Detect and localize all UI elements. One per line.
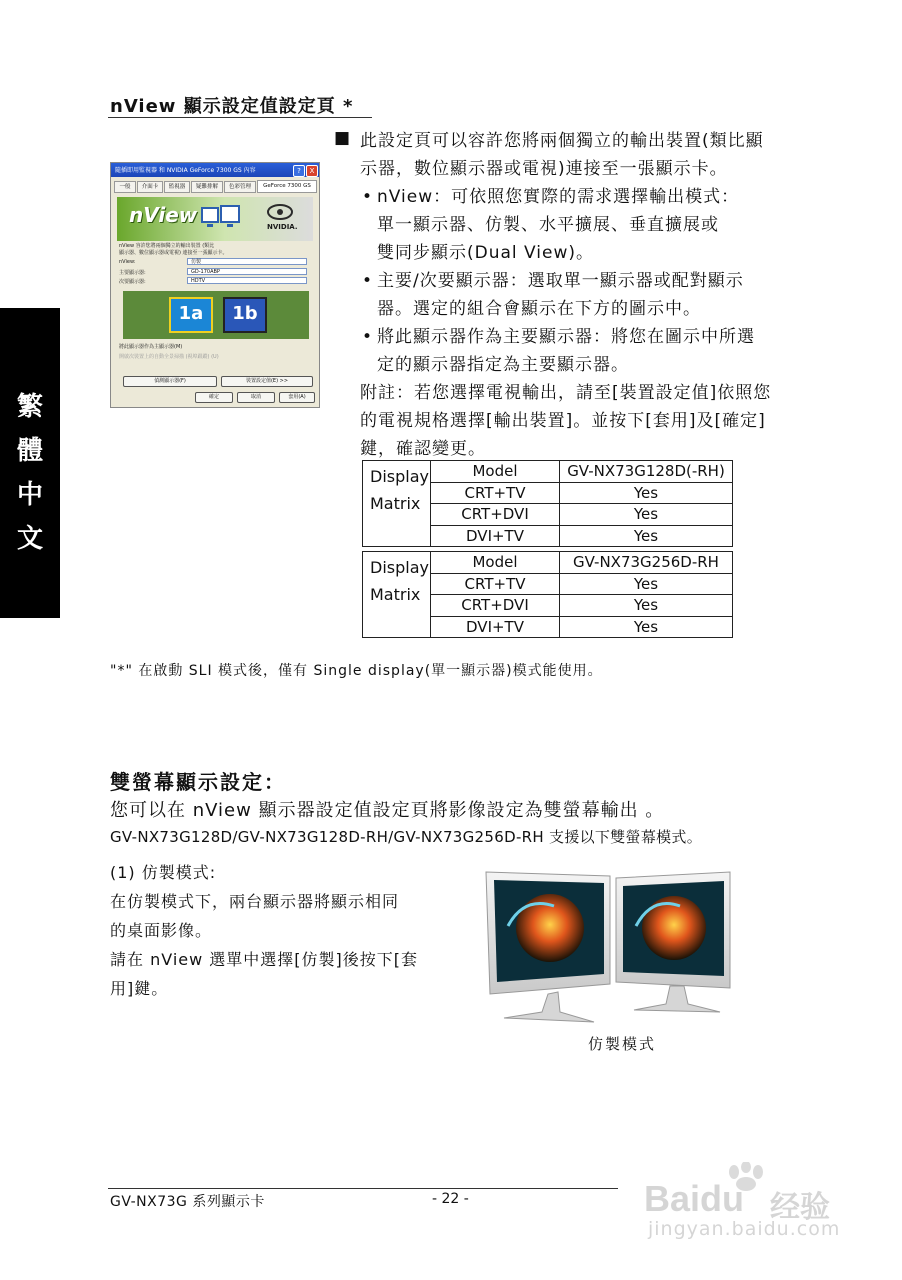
watermark-url: jingyan.baidu.com [648,1218,841,1240]
table-cell: CRT+DVI [431,504,560,526]
nview-logo: nView [129,203,198,227]
side-tab-char: 繁 [16,392,43,422]
nview-settings-screenshot [110,162,320,408]
sub-bullet-line: 雙同步顯示(Dual View)。 [377,243,595,263]
baidu-watermark [640,1162,850,1242]
monitor-left-icon [486,872,610,1022]
table-header-cell: GV-NX73G256D-RH [560,552,733,574]
table-cell: Yes [560,482,733,504]
main-bullet-line: 此設定頁可以容許您將兩個獨立的輸出裝置(類比顯 [360,131,764,151]
note-line: 的電視規格選擇[輸出裝置]。並按下[套用]及[確定] [360,411,766,431]
nview-mode-select[interactable]: 仿製 [187,258,307,265]
watermark-brand: Baidu [644,1178,745,1219]
clone-mode-line: 在仿製模式下，兩台顯示器將顯示相同 [110,892,400,911]
ok-button[interactable]: 確定 [195,392,233,403]
table-cell: DVI+TV [431,616,560,638]
apply-button[interactable]: 套用(A) [279,392,315,403]
window-titlebar [111,163,319,177]
table-cell: CRT+TV [431,482,560,504]
side-tab-char: 文 [16,524,43,554]
primary-display-label: 主要顯示器: [119,270,146,276]
sub-bullet-icon: • [362,327,374,347]
table-cell: CRT+TV [431,573,560,595]
table-label-cell: Display Matrix [363,552,431,638]
sub-bullet-line: 主要/次要顯示器：選取單一顯示器或配對顯示 [377,271,744,291]
table-cell: DVI+TV [431,525,560,547]
side-tab-char: 體 [16,436,43,466]
nvidia-logo-text: NVIDIA. [267,223,298,231]
property-tabs [114,181,316,191]
bullet-square-icon: ■ [334,128,352,148]
page-number: - 22 - [432,1191,469,1207]
nvidia-eye-icon [267,203,293,221]
clone-mode-title: (1) 仿製模式: [110,863,217,882]
table-header-cell: Model [431,552,560,574]
note-line: 附註：若您選擇電視輸出，請至[裝置設定值]依照您 [360,383,772,403]
make-primary-checkbox[interactable]: 將此顯示器作為主顯示器(M) [119,344,183,350]
sub-bullet-line: 定的顯示器指定為主要顯示器。 [377,355,629,375]
clone-mode-line: 的桌面影像。 [110,921,213,940]
display-matrix-table-128 [362,460,733,547]
display-matrix-table-256 [362,551,733,638]
nview-banner [117,197,313,241]
sub-bullet-line: 單一顯示器、仿製、水平擴展、垂直擴展或 [377,215,719,235]
table-cell: Yes [560,616,733,638]
close-button[interactable]: X [306,165,318,177]
tab-adapter[interactable]: 介面卡 [137,181,163,193]
nview-description-line: 顯示器、數位顯示器或電視) 連接至一張顯示卡。 [119,250,228,256]
device-settings-button[interactable]: 裝置設定值(E) >> [221,376,313,387]
table-row [363,552,733,574]
sub-bullet-icon: • [362,187,374,207]
table-label-cell: Display Matrix [363,461,431,547]
sub-bullet-line: 器。選定的組合會顯示在下方的圖示中。 [377,299,701,319]
table-row [363,461,733,483]
window-title: 隨插即用監視器 和 NVIDIA GeForce 7300 GS 內容 [115,167,256,174]
clone-mode-line: 用]鍵。 [110,979,169,998]
display-preview-area [123,291,309,339]
secondary-display-label: 次要顯示器: [119,279,146,285]
footer-rule [108,1188,618,1189]
supported-models: GV-NX73G128D/GV-NX73G128D-RH/GV-NX73G256D-RH 支援以下雙螢幕模式。 [110,828,703,846]
clone-mode-monitors-image [484,866,734,1028]
dual-display-lead: 您可以在 nView 顯示器設定值設定頁將影像設定為雙螢幕輸出 。 [110,800,665,821]
watermark-brand-cn: 经验 [770,1190,830,1225]
clone-mode-caption: 仿製模式 [588,1035,657,1053]
table-cell: Yes [560,525,733,547]
table-cell: Yes [560,595,733,617]
nview-description-line: nView 容許您將兩個獨立的輸出裝置 (類比 [119,243,215,249]
nview-mode-label: nView: [119,259,136,265]
table-cell: Yes [560,573,733,595]
tab-monitor[interactable]: 監視器 [164,181,190,193]
auto-pan-checkbox[interactable]: 開啟次裝置上的自動全景掃描 (視埠跟蹤) (U) [119,354,219,360]
detect-displays-button[interactable]: 偵測顯示器(F) [123,376,217,387]
monitor-right-icon [616,872,730,1012]
sub-bullet-icon: • [362,271,374,291]
primary-display-select[interactable]: GD-170ABP [187,268,307,275]
language-side-tab [0,308,60,618]
table-header-cell: Model [431,461,560,483]
side-tab-char: 中 [16,480,43,510]
sub-bullet-line: 將此顯示器作為主要顯示器：將您在圖示中所選 [377,327,755,347]
table-cell: CRT+DVI [431,595,560,617]
section-title-underline [108,117,372,118]
dual-display-heading: 雙螢幕顯示設定： [110,770,286,794]
monitor-1a[interactable]: 1a [169,297,213,333]
monitor-1b[interactable]: 1b [223,297,267,333]
monitors-icon [201,205,241,231]
help-button[interactable]: ? [293,165,305,177]
tab-color-management[interactable]: 色彩管理 [224,181,256,193]
secondary-display-select[interactable]: HDTV [187,277,307,284]
table-cell: Yes [560,504,733,526]
section-title: nView 顯示設定值設定頁 * [110,96,354,117]
footer-product: GV-NX73G 系列顯示卡 [110,1194,265,1210]
clone-mode-line: 請在 nView 選單中選擇[仿製]後按下[套 [110,950,419,969]
cancel-button[interactable]: 取消 [237,392,275,403]
note-line: 鍵，確認變更。 [360,439,486,459]
tab-geforce[interactable]: GeForce 7300 GS [257,180,317,193]
table-header-cell: GV-NX73G128D(-RH) [560,461,733,483]
sli-footnote: "*" 在啟動 SLI 模式後，僅有 Single display(單一顯示器)模式能使用。 [110,663,603,679]
tab-general[interactable]: 一般 [114,181,136,193]
sub-bullet-line: nView：可依照您實際的需求選擇輸出模式： [377,187,740,207]
main-bullet-line: 示器，數位顯示器或電視)連接至一張顯示卡。 [360,159,728,179]
tab-troubleshoot[interactable]: 疑難排解 [191,181,223,193]
